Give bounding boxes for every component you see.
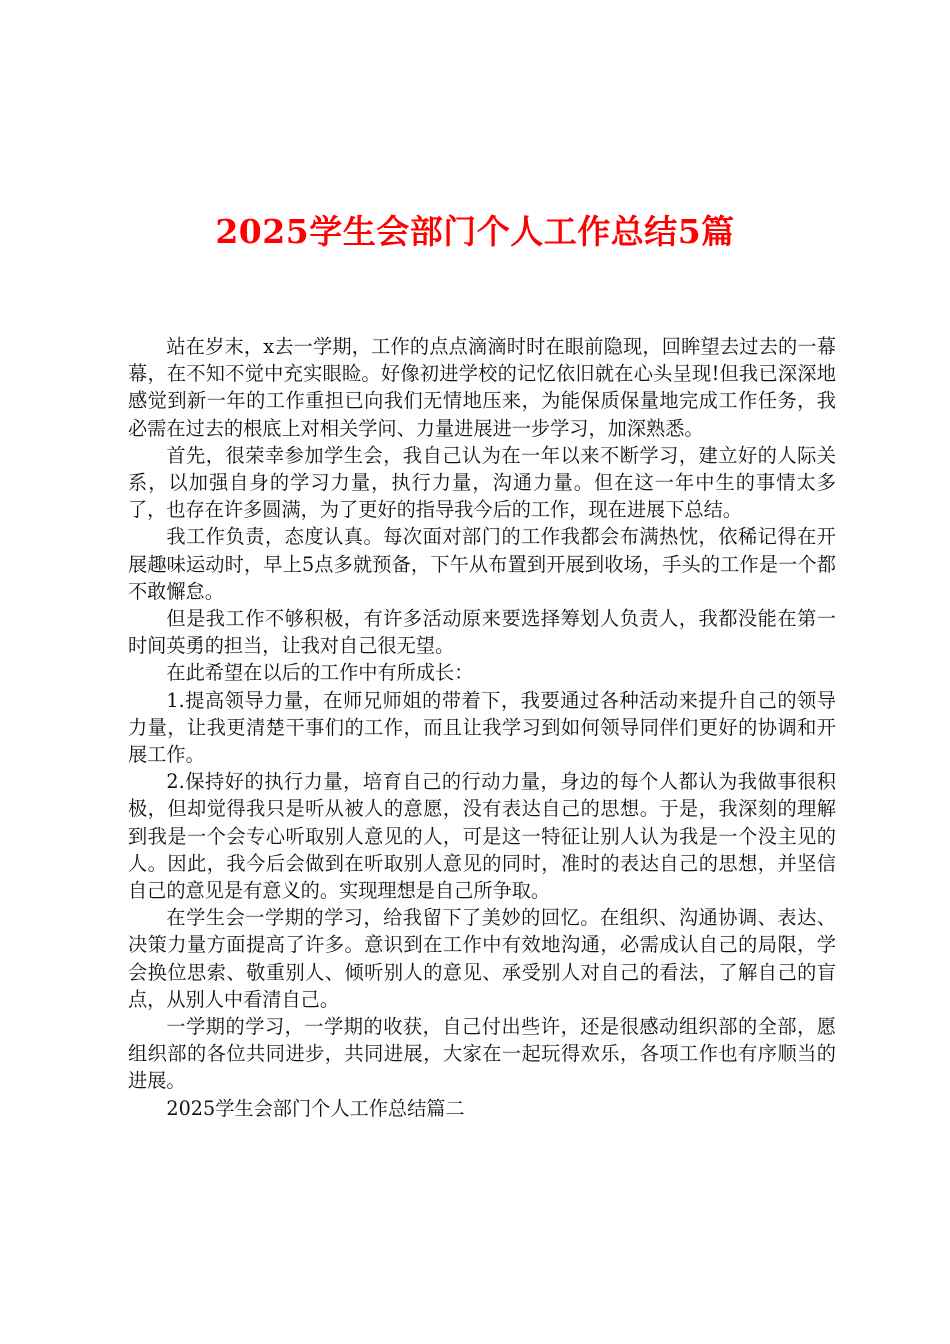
- paragraph: 站在岁末，x去一学期，工作的点点滴滴时时在眼前隐现，回眸望去过去的一幕幕，在不知不觉中充实眼睑。好像初进学校的记忆依旧就在心头呈现!但我已深深地感觉到新一年的工作重担已向我们无情地压来，为能保质保量地完成工作任务，我必需在过去的根底上对相关学问、力量进展进一步学习，加深熟悉。: [128, 335, 836, 440]
- document-title: 2025学生会部门个人工作总结5篇: [215, 212, 735, 251]
- paragraph: 一学期的学习，一学期的收获，自己付出些许，还是很感动组织部的全部，愿组织部的各位共同进步，共同进展，大家在一起玩得欢乐，各项工作也有序顺当的进展。: [128, 1015, 836, 1093]
- paragraph: 在此希望在以后的工作中有所成长：: [166, 661, 474, 685]
- list-item-1: 1.提高领导力量，在师兄师姐的带着下，我要通过各种活动来提升自己的领导力量，让我更清楚干事们的工作，而且让我学习到如何领导同伴们更好的协调和开展工作。: [128, 688, 836, 767]
- paragraph: 我工作负责，态度认真。每次面对部门的工作我都会布满热忱，依稀记得在开展趣味运动时，早上5点多就预备，下午从布置到开展到收场，手头的工作是一个都不敢懈怠。: [128, 525, 836, 603]
- section-heading: 2025学生会部门个人工作总结篇二: [166, 1096, 465, 1120]
- list-item-2: 2.保持好的执行力量，培育自己的行动力量，身边的每个人都认为我做事很积极，但却觉得我只是听从被人的意愿，没有表达自己的思想。于是，我深刻的理解到我是一个会专心听取别人意见的人，可是这一特征让别人认为我是一个没主见的人。因此，我今后会做到在听取别人意见的同时，准时的表达自己的思想，并坚信自己的意见是有意义的。实现理想是自己所争取。: [128, 770, 836, 903]
- document-body: [128, 333, 836, 1122]
- paragraph: 首先，很荣幸参加学生会，我自己认为在一年以来不断学习，建立好的人际关系，以加强自身的学习力量，执行力量，沟通力量。但在这一年中生的事情太多了，也存在许多圆满，为了更好的指导我今后的工作，现在进展下总结。: [128, 443, 836, 522]
- paragraph: 但是我工作不够积极，有许多活动原来要选择筹划人负责人，我都没能在第一时间英勇的担当，让我对自己很无望。: [128, 607, 836, 658]
- paragraph: 在学生会一学期的学习，给我留下了美妙的回忆。在组织、沟通协调、表达、决策力量方面提高了许多。意识到在工作中有效地沟通，必需成认自己的局限，学会换位思索、敬重别人、倾听别人的意见、承受别人对自己的看法，了解自己的盲点，从别人中看清自己。: [128, 906, 836, 1011]
